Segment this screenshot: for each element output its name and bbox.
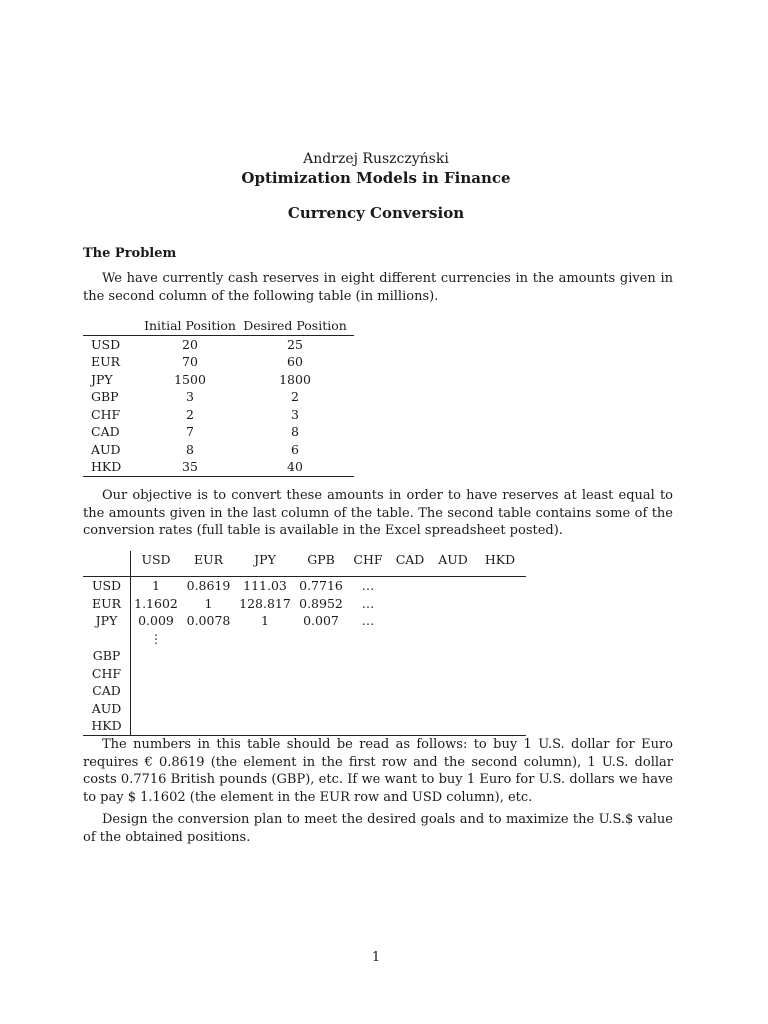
positions-header-desired: Desired Position [236, 317, 354, 335]
rates-header-jpy: JPY [236, 551, 294, 577]
desired-value: 25 [287, 336, 303, 352]
paragraph-4 [83, 811, 673, 846]
vertical-dots: ⋮ [150, 631, 162, 646]
table-row [83, 371, 354, 389]
currency-label: HKD [83, 458, 144, 476]
table-row [83, 577, 526, 595]
rate-cell: 111.03 [243, 578, 287, 593]
rates-header-eur: EUR [181, 551, 236, 577]
empty-cell [131, 700, 527, 718]
document-subtitle: Currency Conversion [287, 204, 465, 222]
currency-label: JPY [91, 371, 113, 387]
rates-header-cad: CAD [388, 551, 432, 577]
desired-value: 40 [236, 458, 354, 476]
empty-cell [83, 630, 131, 648]
empty-cell [432, 577, 474, 595]
row-label: USD [83, 577, 131, 595]
empty-cell [388, 612, 432, 630]
rates-header-aud: AUD [432, 551, 474, 577]
table-row [83, 665, 526, 683]
initial-value: 70 [182, 354, 198, 369]
table-row [83, 595, 526, 613]
desired-value: 6 [291, 441, 299, 457]
paragraph-3-text: The numbers in this table should be read as follows: to buy 1 U.S. dollar for Euro requires € 0.8619 (the element in the first row and the second column), 1 U.S. dollar costs 0.7716 British pounds (GBP), etc. If we want to buy 1 Euro for U.S. dollars we have to pay $ 1.1602 (the element in the EUR row and USD column), etc. [83, 737, 673, 805]
table-row [83, 335, 354, 353]
row-label: AUD [83, 700, 131, 718]
rate-cell: 0.8619 [186, 578, 231, 593]
currency-label: CHF [91, 406, 121, 422]
row-label: GBP [83, 647, 131, 665]
paragraph-2-text: Our objective is to convert these amounts in order to have reserves at least equal to the amounts given in the last column of the table. The second table contains some of the conversion rates (full table is available in the Excel spreadsheet posted). [83, 488, 673, 538]
empty-cell [474, 595, 526, 613]
currency-label: GBP [91, 389, 119, 404]
table-row [83, 441, 354, 459]
row-label: EUR [83, 595, 131, 613]
currency-label: CAD [91, 424, 120, 439]
rate-cell: 0.8952 [299, 595, 343, 611]
rates-header-chf: CHF [348, 551, 388, 577]
table-row [83, 458, 354, 476]
empty-cell [388, 577, 432, 595]
paragraph-1-text: We have currently cash reserves in eight different currencies in the amounts given in the second column of the following table (in millions). [83, 271, 673, 304]
rates-header-hkd: HKD [474, 551, 526, 577]
rate-cell: 1 [261, 613, 269, 628]
table-row [83, 717, 526, 735]
ellipsis-cell: … [361, 578, 375, 593]
rates-table [83, 551, 526, 736]
document-title: Optimization Models in Finance [241, 169, 511, 187]
initial-value: 7 [186, 424, 194, 439]
empty-cell [474, 577, 526, 595]
paragraph-3 [83, 736, 673, 806]
rates-header-usd: USD [131, 551, 182, 577]
initial-value: 20 [182, 336, 198, 352]
paragraph-1 [83, 270, 673, 305]
rate-cell: 1.1602 [134, 595, 178, 611]
empty-cell [131, 717, 527, 735]
rate-cell: 0.7716 [299, 578, 343, 593]
empty-cell [432, 612, 474, 630]
initial-value: 8 [186, 441, 194, 457]
empty-cell [474, 612, 526, 630]
empty-cell [131, 682, 527, 700]
positions-header-blank [83, 317, 144, 335]
empty-cell [432, 595, 474, 613]
table-row [83, 388, 354, 406]
row-label: CHF [83, 665, 131, 683]
row-label: HKD [83, 717, 131, 735]
table-row [83, 353, 354, 371]
positions-table [83, 317, 354, 477]
positions-header-initial: Initial Position [144, 318, 236, 333]
desired-value: 1800 [279, 371, 311, 387]
rates-header-blank [83, 551, 131, 577]
rates-header-row [83, 551, 526, 577]
initial-value: 35 [144, 458, 236, 476]
empty-cell [131, 665, 527, 683]
author: Andrzej Ruszczyński [303, 151, 449, 167]
ellipsis-cell: … [361, 613, 375, 628]
paragraph-2 [83, 487, 673, 540]
section-heading: The Problem [83, 246, 177, 261]
rate-cell: 0.007 [303, 613, 339, 628]
desired-value: 60 [287, 354, 303, 369]
table-row [83, 700, 526, 718]
currency-label: AUD [91, 441, 121, 457]
table-row [83, 630, 526, 648]
ellipsis-cell: … [361, 595, 375, 611]
rate-cell: 1 [152, 578, 160, 593]
rate-cell: 128.817 [239, 595, 291, 611]
positions-header-row [83, 317, 354, 335]
initial-value: 2 [186, 406, 194, 422]
empty-cell [181, 630, 526, 648]
table-row [83, 406, 354, 424]
rates-header-gpb: GPB [294, 551, 348, 577]
page-number: 1 [371, 950, 381, 965]
table-row [83, 647, 526, 665]
table-row [83, 423, 354, 441]
desired-value: 8 [291, 424, 299, 439]
rate-cell: 0.009 [138, 613, 174, 628]
desired-value: 2 [291, 389, 299, 404]
currency-label: USD [91, 336, 121, 352]
rate-cell: 0.0078 [186, 613, 231, 628]
row-label: JPY [83, 612, 131, 630]
initial-value: 1500 [174, 371, 206, 387]
table-row [83, 682, 526, 700]
empty-cell [388, 595, 432, 613]
empty-cell [131, 647, 527, 665]
desired-value: 3 [291, 406, 299, 422]
vdots-cell [131, 630, 182, 648]
paragraph-4-text: Design the conversion plan to meet the desired goals and to maximize the U.S.$ value of the obtained positions. [83, 812, 673, 845]
row-label: CAD [83, 682, 131, 700]
table-row [83, 612, 526, 630]
currency-label: EUR [91, 354, 121, 369]
initial-value: 3 [186, 389, 194, 404]
rate-cell: 1 [204, 595, 213, 611]
